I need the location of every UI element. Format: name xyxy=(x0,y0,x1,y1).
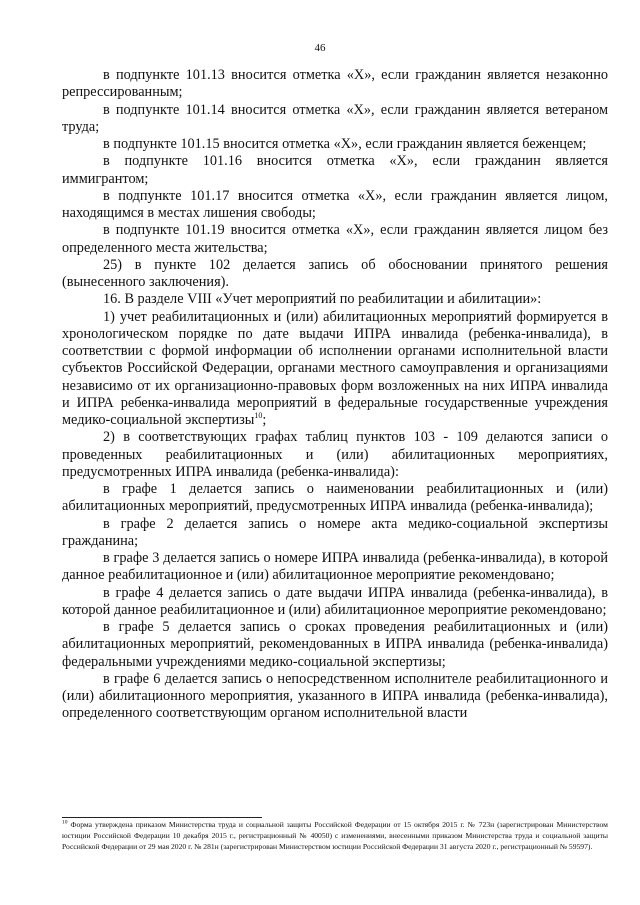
paragraph-text: 1) учет реабилитационных и (или) абилитационных мероприятий формируется в хронологическом порядке по дате выдачи ИПРА инвалида (ребенка-инвалида), в соответствии с формой информации об исполнении органами исполнительной власти субъектов Российской Федерации, органами местного самоуправления и организациями независимо от их организационно-правовых форм возложенных на них ИПРА инвалида и ИПРА ребенка-инвалида мероприятий в федеральные государственные учреждения медико-социальной экспертизы xyxy=(62,308,608,428)
paragraph: в графе 3 делается запись о номере ИПРА инвалида (ребенка-инвалида), в которой данное реабилитационное и (или) абилитационное мероприятие рекомендовано; xyxy=(62,550,608,584)
paragraph-end-punct: ; xyxy=(262,412,267,428)
paragraph: в графе 2 делается запись о номере акта медико-социальной экспертизы гражданина; xyxy=(62,515,608,549)
footnote-text: Форма утверждена приказом Министерства труда и социальной защиты Российской Федерации от 15 октября 2015 г. № 723н (зарегистрирован Министерством юстиции Российской Федерации 10 декабря 2015 г., регистрационный № 40050) с изменениями, внесенными приказом Министерства труда и социальной защиты Российской Федерации от 29 мая 2020 г. № 281н (зарегистрирован Министерством юстиции Российской Федерации 31 августа 2020 г., регистрационный № 59597). xyxy=(62,820,608,851)
paragraph: 2) в соответствующих графах таблиц пунктов 103 - 109 делаются записи о проведенных реабилитационных и (или) абилитационных мероприятиях, предусмотренных ИПРА инвалида (ребенка-инвалида): xyxy=(62,429,608,480)
page-number: 46 xyxy=(314,42,326,54)
footnote-reference[interactable]: 10 xyxy=(254,411,263,421)
paragraph: 16. В разделе VIII «Учет мероприятий по реабилитации и абилитации»: xyxy=(103,291,542,308)
paragraph: в подпункте 101.17 вносится отметка «X», если гражданин является лицом, находящимся в местах лишения свободы; xyxy=(62,187,608,221)
paragraph: в подпункте 101.14 вносится отметка «X», если гражданин является ветераном труда; xyxy=(62,101,608,135)
paragraph: 25) в пункте 102 делается запись об обосновании принятого решения (вынесенного заключения). xyxy=(62,256,608,290)
footnote xyxy=(62,819,608,852)
paragraph: в графе 5 делается запись о сроках проведения реабилитационных и (или) абилитационных мероприятий, рекомендованных в ИПРА инвалида (ребенка-инвалида) федеральными учреждениями медико-социальной экспертизы; xyxy=(62,619,608,670)
paragraph: в подпункте 101.15 вносится отметка «X», если гражданин является беженцем; xyxy=(103,136,587,152)
footnote-text-block xyxy=(62,819,608,852)
body-text xyxy=(62,67,608,723)
paragraph: в графе 1 делается запись о наименовании реабилитационных и (или) абилитационных мероприятий, предусмотренных ИПРА инвалида (ребенка-инвалида); xyxy=(62,481,608,515)
paragraph: в графе 6 делается запись о непосредственном исполнителе реабилитационного и (или) абилитационного мероприятия, указанного в ИПРА инвалида (ребенка-инвалида), определенного соответствующим органом исполнительной власти xyxy=(62,670,608,722)
paragraph: в подпункте 101.13 вносится отметка «X», если гражданин является незаконно репрессированным; xyxy=(62,67,608,101)
paragraph: в подпункте 101.19 вносится отметка «X», если гражданин является лицом без определенного места жительства; xyxy=(62,222,608,256)
paragraph: в подпункте 101.16 вносится отметка «X», если гражданин является иммигрантом; xyxy=(62,153,608,187)
paragraph: в графе 4 делается запись о дате выдачи ИПРА инвалида (ребенка-инвалида), в которой данное реабилитационное и (или) абилитационное мероприятие рекомендовано; xyxy=(62,584,608,618)
footnote-divider xyxy=(62,817,262,818)
paragraph-with-footnote xyxy=(62,309,608,430)
footnote-marker: 10 xyxy=(62,819,68,826)
